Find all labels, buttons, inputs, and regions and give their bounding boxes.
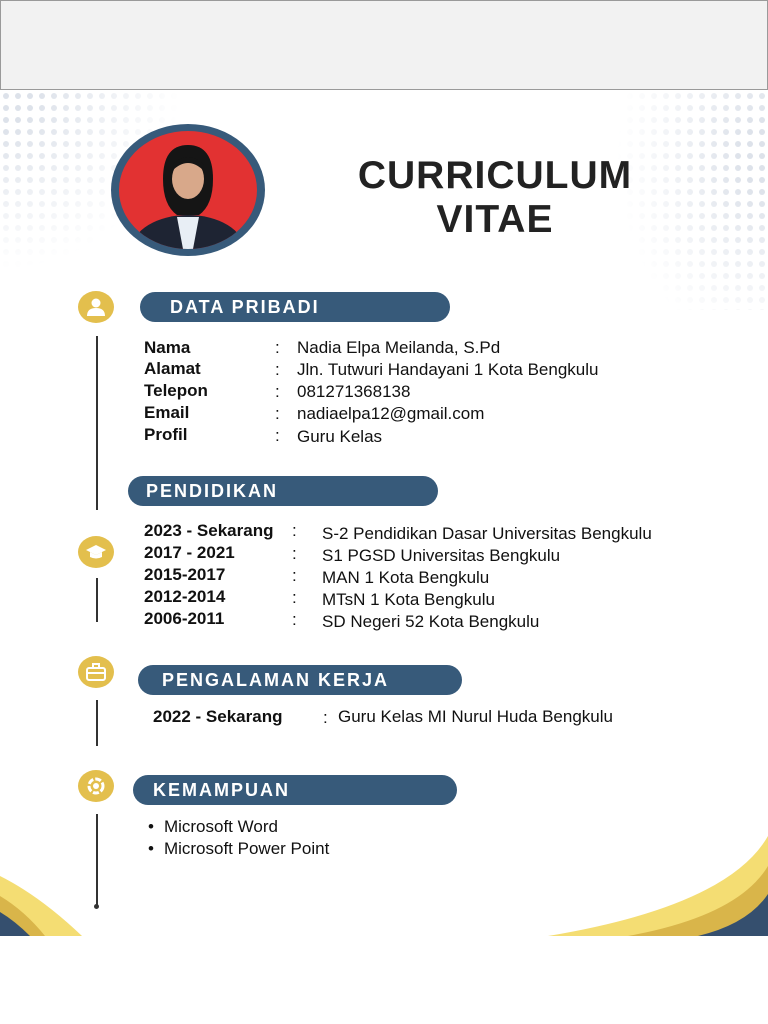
info-sep: : xyxy=(275,426,280,445)
wave-decoration-left xyxy=(0,866,90,936)
info-value: Nadia Elpa Meilanda, S.Pd xyxy=(297,338,501,357)
info-sep: : xyxy=(275,382,280,401)
info-row xyxy=(144,403,189,423)
info-sep: : xyxy=(275,338,280,357)
info-label: Telepon xyxy=(144,381,208,400)
profile-photo xyxy=(111,124,265,256)
info-row xyxy=(144,338,190,358)
education-sep: : xyxy=(292,566,297,585)
education-year: 2006-2011 xyxy=(144,609,225,628)
info-row xyxy=(144,425,187,445)
title-line-2: VITAE xyxy=(436,198,554,241)
cv-page xyxy=(0,90,768,936)
info-value: nadiaelpa12@gmail.com xyxy=(297,404,485,423)
wave-decoration-right xyxy=(548,836,768,936)
info-sep: : xyxy=(275,360,280,379)
page-title xyxy=(330,154,660,242)
user-icon xyxy=(78,291,114,323)
info-label: Email xyxy=(144,403,190,422)
education-year: 2017 - 2021 xyxy=(144,543,235,562)
section-heading-pengalaman-kerja: PENGALAMAN KERJA xyxy=(138,665,462,695)
skill-item: • Microsoft Word xyxy=(148,817,278,837)
education-school: SD Negeri 52 Kota Bengkulu xyxy=(322,612,540,631)
info-label: Nama xyxy=(144,338,191,357)
info-value: Jln. Tutwuri Handayani 1 Kota Bengkulu xyxy=(297,360,599,379)
section-heading-data-pribadi: DATA PRIBADI xyxy=(140,292,450,322)
info-row xyxy=(144,359,201,379)
info-value: 081271368138 xyxy=(297,382,411,401)
info-sep: : xyxy=(275,404,280,423)
education-sep: : xyxy=(292,521,297,540)
briefcase-icon xyxy=(78,656,114,688)
section-heading-kemampuan: KEMAMPUAN xyxy=(133,775,457,805)
education-school: S-2 Pendidikan Dasar Universitas Bengkulu xyxy=(322,524,652,543)
timeline-line xyxy=(96,336,98,510)
education-sep: : xyxy=(292,544,297,563)
title-line-1: CURRICULUM xyxy=(357,154,633,197)
education-school: MAN 1 Kota Bengkulu xyxy=(322,568,490,587)
timeline-line xyxy=(96,578,98,622)
info-row xyxy=(144,381,208,401)
info-label: Alamat xyxy=(144,359,201,378)
info-label: Profil xyxy=(144,425,188,444)
timeline-line xyxy=(96,814,98,906)
lightbulb-icon xyxy=(78,770,114,802)
section-heading-pendidikan: PENDIDIKAN xyxy=(128,476,438,506)
job-year: 2022 - Sekarang xyxy=(153,707,283,726)
graduation-cap-icon xyxy=(78,536,114,568)
education-school: S1 PGSD Universitas Bengkulu xyxy=(322,546,561,565)
education-school: MTsN 1 Kota Bengkulu xyxy=(322,590,495,609)
info-value: Guru Kelas xyxy=(297,427,383,446)
education-year: 2023 - Sekarang xyxy=(144,521,274,540)
education-sep: : xyxy=(292,610,297,629)
education-year: 2015-2017 xyxy=(144,565,226,584)
page-bottom-margin xyxy=(0,936,768,1024)
job-title: Guru Kelas MI Nurul Huda Bengkulu xyxy=(338,707,613,726)
timeline-end-dot xyxy=(94,904,99,909)
education-year: 2012-2014 xyxy=(144,587,226,606)
skill-item: • Microsoft Power Point xyxy=(148,839,329,859)
education-sep: : xyxy=(292,588,297,607)
job-sep: : xyxy=(323,708,328,727)
timeline-line xyxy=(96,700,98,746)
profile-photo-image xyxy=(119,131,257,249)
viewer-top-bar xyxy=(0,0,768,90)
